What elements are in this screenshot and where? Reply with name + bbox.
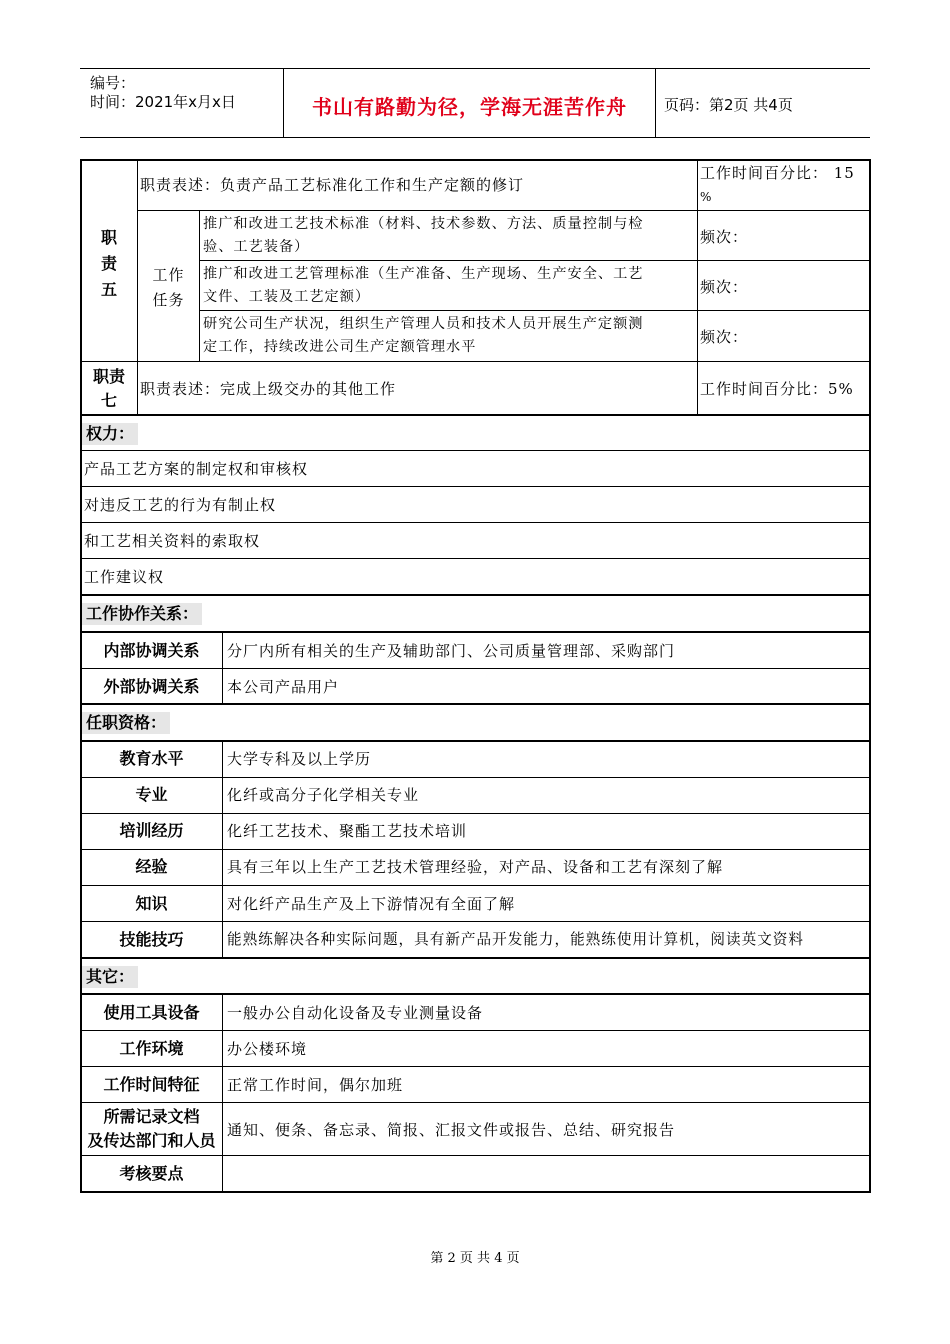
experience-label: 经验 bbox=[135, 857, 168, 876]
records-label-line1: 所需记录文档 bbox=[103, 1107, 200, 1126]
duty7-time-percent: 工作时间百分比：5% bbox=[700, 380, 854, 398]
header-meta-cell bbox=[80, 69, 284, 137]
authority-item-4: 工作建议权 bbox=[84, 568, 165, 586]
duty5-task-2-frequency: 频次： bbox=[700, 278, 749, 296]
duty5-label: 职 责 五 bbox=[100, 228, 117, 299]
duty5-task-1-line2: 验、工艺装备） bbox=[203, 239, 310, 255]
internal-relations-value: 分厂内所有相关的生产及辅助部门、公司质量管理部、采购部门 bbox=[227, 642, 676, 660]
header-page-cell bbox=[656, 69, 870, 137]
qualifications-title: 任职资格： bbox=[82, 712, 170, 734]
duty5-task-3-frequency: 频次： bbox=[700, 328, 749, 346]
authority-item-2: 对违反工艺的行为有制止权 bbox=[84, 496, 277, 514]
duty5-task-3-line1: 研究公司生产状况，组织生产管理人员和技术人员开展生产定额测 bbox=[203, 316, 644, 332]
external-relations-value: 本公司产品用户 bbox=[227, 678, 340, 696]
header-motto: 书山有路勤为径，学海无涯苦作舟 bbox=[312, 95, 627, 119]
authority-item-3: 和工艺相关资料的索取权 bbox=[84, 532, 261, 550]
authority-item-1: 产品工艺方案的制定权和审核权 bbox=[84, 460, 309, 478]
internal-relations-label: 内部协调关系 bbox=[103, 641, 200, 660]
experience-value: 具有三年以上生产工艺技术管理经验，对产品、设备和工艺有深刻了解 bbox=[227, 858, 724, 876]
page-header bbox=[80, 68, 870, 138]
major-value: 化纤或高分子化学相关专业 bbox=[227, 786, 420, 804]
page-footer: 第 2 页 共 4 页 bbox=[430, 1251, 520, 1266]
duty5-description: 职责表述：负责产品工艺标准化工作和生产定额的修订 bbox=[140, 176, 525, 194]
document-number-label: 编号： bbox=[90, 74, 136, 92]
duty5-task-2-line2: 文件、工装及工艺定额） bbox=[203, 289, 371, 305]
training-label: 培训经历 bbox=[119, 821, 184, 840]
records-value: 通知、便条、备忘录、简报、汇报文件或报告、总结、研究报告 bbox=[227, 1121, 676, 1139]
skills-value: 能熟练解决各种实际问题，具有新产品开发能力，能熟练使用计算机，阅读英文资料 bbox=[227, 931, 804, 948]
duty7-description: 职责表述：完成上级交办的其他工作 bbox=[140, 380, 397, 398]
work-hours-label: 工作时间特征 bbox=[103, 1075, 200, 1094]
major-label: 专业 bbox=[135, 785, 168, 804]
duty5-time-percent: 工作时间百分比： 15 bbox=[700, 164, 855, 182]
tools-label: 使用工具设备 bbox=[103, 1003, 200, 1022]
education-label: 教育水平 bbox=[119, 749, 184, 768]
skills-label: 技能技巧 bbox=[119, 930, 184, 949]
training-value: 化纤工艺技术、聚酯工艺技术培训 bbox=[227, 822, 468, 840]
authority-title: 权力： bbox=[82, 423, 138, 445]
duty5-task-3-line2: 定工作，持续改进公司生产定额管理水平 bbox=[203, 339, 477, 355]
duty7-label: 职责 七 bbox=[92, 367, 125, 410]
others-title: 其它： bbox=[82, 966, 138, 988]
duty5-task-2-line1: 推广和改进工艺管理标准（生产准备、生产现场、生产安全、工艺 bbox=[203, 266, 644, 282]
knowledge-label: 知识 bbox=[135, 894, 168, 913]
header-page-info: 页码：第2页 共4页 bbox=[664, 96, 793, 114]
header-motto-cell bbox=[284, 69, 656, 137]
knowledge-value: 对化纤产品生产及上下游情况有全面了解 bbox=[227, 895, 516, 913]
records-label-line2: 及传达部门和人员 bbox=[87, 1131, 216, 1150]
duty5-time-percent-unit: % bbox=[700, 190, 713, 204]
duty5-task-1-line1: 推广和改进工艺技术标准（材料、技术参数、方法、质量控制与检 bbox=[203, 216, 644, 232]
duty5-task-1-frequency: 频次： bbox=[700, 228, 749, 246]
document-date: 时间：2021年x月x日 bbox=[90, 93, 236, 111]
assessment-label: 考核要点 bbox=[119, 1164, 184, 1183]
duty5-task-label: 工作 任务 bbox=[152, 266, 185, 309]
work-hours-value: 正常工作时间，偶尔加班 bbox=[227, 1076, 404, 1094]
tools-value: 一般办公自动化设备及专业测量设备 bbox=[227, 1004, 484, 1022]
environment-label: 工作环境 bbox=[119, 1039, 184, 1058]
education-value: 大学专科及以上学历 bbox=[227, 750, 372, 768]
relations-title: 工作协作关系： bbox=[82, 603, 202, 625]
external-relations-label: 外部协调关系 bbox=[103, 677, 200, 696]
environment-value: 办公楼环境 bbox=[227, 1040, 308, 1058]
